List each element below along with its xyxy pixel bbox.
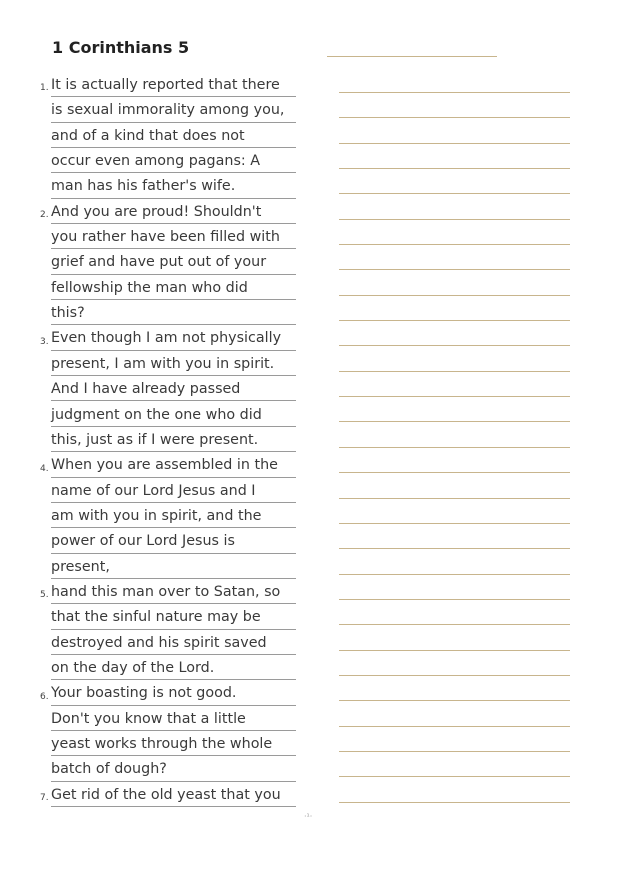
verse-line [0,756,300,781]
verse-number: 5. [40,590,49,601]
verse-text: this, just as if I were present. [51,431,259,448]
writing-line [339,219,570,244]
practice-lines [339,92,570,827]
verse-number: 7. [40,792,49,803]
verse-text: Don't you know that a little [51,710,246,727]
verse-text: And I have already passed [51,381,241,398]
verse-text: It is actually reported that there [51,77,280,94]
writing-line [339,751,570,776]
verse-line [0,351,300,376]
verse-text: Get rid of the old yeast that you [51,786,281,803]
writing-line [339,295,570,320]
writing-line [339,700,570,725]
writing-line [339,193,570,218]
verse-text: is sexual immorality among you, [51,102,285,119]
verse-line [0,782,300,807]
verse-text: fellowship the man who did [51,279,248,296]
verse-line [0,706,300,731]
writing-line [339,447,570,472]
verse-line [0,630,300,655]
writing-line [339,523,570,548]
writing-line [339,320,570,345]
writing-line [339,117,570,142]
writing-line [339,143,570,168]
verse-line [0,655,300,680]
writing-line [339,726,570,751]
page-title: 1 Corinthians 5 [52,38,190,57]
verse-line [0,173,300,198]
verse-number: 2. [40,210,49,221]
verse-text: destroyed and his spirit saved [51,634,267,651]
writing-line [339,548,570,573]
verse-number: 6. [40,691,49,702]
verse-line [0,249,300,274]
verse-line [0,604,300,629]
verse-text: When you are assembled in the [51,457,278,474]
writing-line [339,624,570,649]
verse-number: 4. [40,463,49,474]
verse-line [0,300,300,325]
verse-line [0,97,300,122]
verse-text: you rather have been filled with [51,229,280,246]
writing-line [339,675,570,700]
verse-line [0,72,300,97]
verse-line [0,376,300,401]
verse-text: judgment on the one who did [51,406,262,423]
page-number-mark: ·¹· [304,812,313,821]
verse-text: yeast works through the whole [51,735,273,752]
verse-line [0,554,300,579]
verse-text: And you are proud! Shouldn't [51,203,262,220]
verse-line [0,224,300,249]
writing-line [339,168,570,193]
verse-line [0,478,300,503]
verse-text: batch of dough? [51,761,167,778]
writing-line [339,371,570,396]
writing-line [339,802,570,827]
verse-text: that the sinful nature may be [51,609,261,626]
verse-line [0,427,300,452]
text-underline [51,806,296,807]
writing-line [339,776,570,801]
verse-text: grief and have put out of your [51,254,267,271]
verse-line [0,452,300,477]
verse-line [0,731,300,756]
verse-list [0,72,300,807]
writing-line [339,269,570,294]
verse-line [0,680,300,705]
writing-line [339,472,570,497]
verse-line [0,325,300,350]
verse-text: present, [51,558,110,575]
verse-line [0,401,300,426]
verse-line [0,579,300,604]
writing-line [339,92,570,117]
verse-line [0,503,300,528]
writing-line [339,421,570,446]
verse-text: this? [51,305,85,322]
verse-text: am with you in spirit, and the [51,507,262,524]
title-underline [327,56,497,57]
writing-line [339,599,570,624]
verse-text: power of our Lord Jesus is [51,533,235,550]
writing-line [339,396,570,421]
verse-text: occur even among pagans: A [51,153,261,170]
verse-number: 1. [40,83,49,94]
verse-text: Your boasting is not good. [51,685,237,702]
verse-text: hand this man over to Satan, so [51,583,281,600]
writing-line [339,574,570,599]
verse-line [0,199,300,224]
verse-number: 3. [40,336,49,347]
verse-text: name of our Lord Jesus and I [51,482,256,499]
writing-line [339,498,570,523]
verse-line [0,528,300,553]
verse-text: man has his father's wife. [51,178,236,195]
writing-line [339,244,570,269]
writing-line [339,650,570,675]
verse-text: on the day of the Lord. [51,659,215,676]
verse-line [0,123,300,148]
verse-line [0,148,300,173]
verse-text: and of a kind that does not [51,127,245,144]
verse-text: present, I am with you in spirit. [51,355,275,372]
verse-text: Even though I am not physically [51,330,282,347]
verse-line [0,275,300,300]
writing-line [339,345,570,370]
